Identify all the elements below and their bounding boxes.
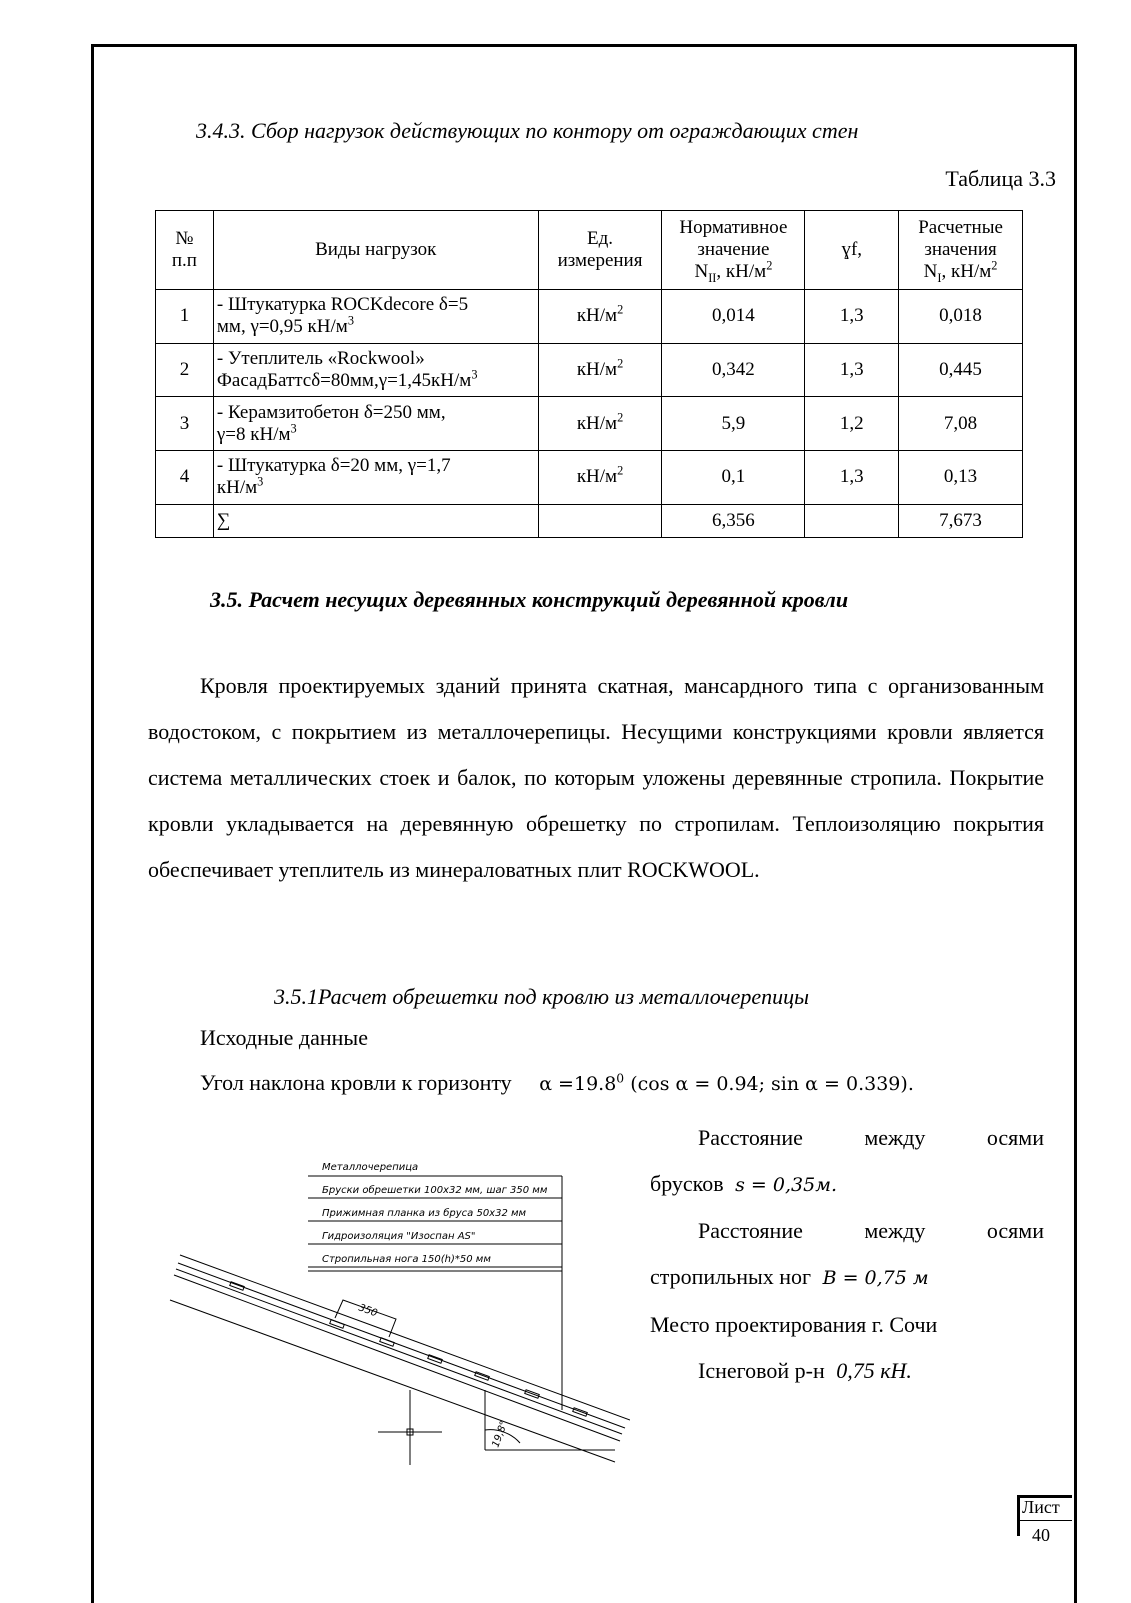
drawing-angle-label: 19,8° — [490, 1419, 511, 1450]
sheet-number: 40 — [1032, 1525, 1050, 1545]
row-calc: 0,445 — [899, 343, 1023, 397]
drawing-dim-350: 350 — [356, 1302, 379, 1320]
roof-section-drawing — [160, 1160, 630, 1470]
row-norm: 5,9 — [662, 397, 805, 451]
header-gamma: ɣf, — [805, 211, 899, 290]
row-unit: $кН/м^2$ — [538, 397, 662, 451]
total-norm: 6,356 — [662, 504, 805, 537]
total-gamma-empty — [805, 504, 899, 537]
dist-bars-line1: Расстояние между осями — [698, 1125, 1044, 1150]
row-unit: $кН/м^2$ — [538, 289, 662, 343]
total-empty — [156, 504, 214, 537]
row-num: 4 — [156, 450, 214, 504]
row-unit: $кН/м^2$ — [538, 343, 662, 397]
row-norm: 0,014 — [662, 289, 805, 343]
table-row — [156, 450, 1023, 504]
table-caption: Таблица 3.3 — [945, 166, 1056, 191]
table-row — [156, 343, 1023, 397]
roof-paragraph: Кровля проектируемых зданий принята скатная, мансардного типа с организованным водостоком, с покрытием из металлочерепицы. Несущими конструкциями кровли является система металлических стоек и балок, по которым уложены деревянные стропила. Покрытие кровли укладывается на деревянную обрешетку по стропилам. Теплоизоляцию покрытия обеспечивает утеплитель из минераловатных плит ROCKWOOL. — [148, 673, 1044, 882]
row-norm: 0,1 — [662, 450, 805, 504]
sheet-label: Лист — [1022, 1497, 1060, 1517]
section-343-title: 3.4.3. Сбор нагрузок действующих по контору от ограждающих стен — [196, 118, 859, 143]
header-num: № п.п — [156, 211, 214, 290]
row-calc: 7,08 — [899, 397, 1023, 451]
drawing-label-strip: Прижимная планка из бруса 50х32 мм — [322, 1208, 527, 1219]
total-unit-empty — [538, 504, 662, 537]
row-type: - Штукатурка ROCKdecore δ=5 мм, γ=0,95 $кН/м^3$ — [213, 289, 538, 343]
drawing-label-bars: Бруски обрешетки 100х32 мм, шаг 350 мм — [322, 1185, 548, 1196]
loads-table — [155, 210, 1023, 538]
row-num: 1 — [156, 289, 214, 343]
drawing-label-rafter: Стропильная нога 150(h)*50 мм — [322, 1254, 491, 1265]
row-num: 3 — [156, 397, 214, 451]
row-type: - Керамзитобетон δ=250 мм, γ=8 $кН/м^3$ — [213, 397, 538, 451]
angle-formula: $\alpha =19.8^0$ (cos α = 0.94; sin α = 0.339). — [539, 1071, 914, 1095]
row-gamma: 1,3 — [805, 289, 899, 343]
total-symbol: ∑ — [213, 504, 538, 537]
location-line: Место проектирования г. Сочи — [650, 1312, 938, 1337]
header-calc: Расчетные значения $N_I$, $кН/м^2$ — [899, 211, 1023, 290]
row-gamma: 1,3 — [805, 343, 899, 397]
dist-rafters-line1: Расстояние между осями — [698, 1218, 1044, 1243]
drawing-label-waterproof: Гидроизоляция "Изоспан AS" — [322, 1231, 476, 1242]
sheet-stamp — [1017, 1495, 1072, 1600]
row-calc: 0,018 — [899, 289, 1023, 343]
row-unit: $кН/м^2$ — [538, 450, 662, 504]
row-num: 2 — [156, 343, 214, 397]
snow-line: Iснеговой р-н 0,75 кН. — [698, 1358, 912, 1383]
row-gamma: 1,3 — [805, 450, 899, 504]
table-total-row — [156, 504, 1023, 537]
table-row — [156, 289, 1023, 343]
angle-line — [200, 1070, 914, 1096]
header-unit: Ед. измерения — [538, 211, 662, 290]
section-35-title: 3.5. Расчет несущих деревянных конструкций деревянной кровли — [210, 587, 849, 612]
total-calc: 7,673 — [899, 504, 1023, 537]
table-header-row — [156, 211, 1023, 290]
row-calc: 0,13 — [899, 450, 1023, 504]
drawing-label-tile: Металлочерепица — [322, 1162, 419, 1173]
input-data-heading: Исходные данные — [200, 1025, 368, 1050]
table-row — [156, 397, 1023, 451]
row-norm: 0,342 — [662, 343, 805, 397]
angle-label: Угол наклона кровли к горизонту — [200, 1070, 512, 1095]
section-351-title: 3.5.1Расчет обрешетки под кровлю из металлочерепицы — [274, 984, 810, 1009]
dist-rafters-line2: стропильных ног B = 0,75 м — [650, 1264, 929, 1289]
row-type: - Утеплитель «Rockwool» $ФасадБаттс\delta=80мм,\gamma=1,45кН/м^3$ — [213, 343, 538, 397]
row-type: - Штукатурка δ=20 мм, γ=1,7 $кН/м^3$ — [213, 450, 538, 504]
row-gamma: 1,2 — [805, 397, 899, 451]
header-norm: Нормативное значение $N_{II}$, $кН/м^2$ — [662, 211, 805, 290]
dist-bars-line2: брусков s = 0,35м. — [650, 1171, 838, 1196]
header-types: Виды нагрузок — [213, 211, 538, 290]
